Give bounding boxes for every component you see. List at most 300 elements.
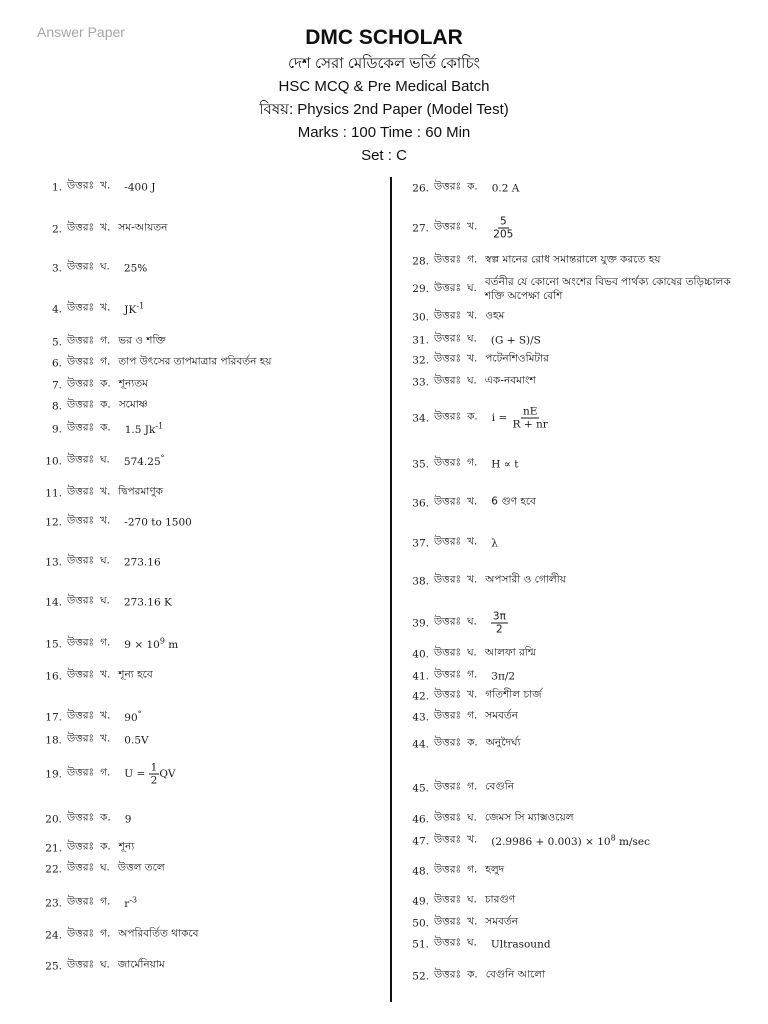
answer-label: উত্তরঃ xyxy=(67,377,95,390)
answer-label: উত্তরঃ xyxy=(434,281,462,294)
answer-row xyxy=(38,636,383,653)
answer-label: উত্তরঃ xyxy=(67,260,95,273)
answer-main: আলফা রশ্মি xyxy=(484,646,536,659)
question-number: 52. xyxy=(412,970,429,982)
answer-row xyxy=(405,332,760,349)
answer-fraction xyxy=(149,762,160,787)
answer-row xyxy=(38,377,383,394)
answer-main: H ∝ t xyxy=(491,458,519,470)
answer-main: শূন্য হবে xyxy=(118,668,153,681)
answer-text xyxy=(124,262,147,274)
answer-text xyxy=(491,537,498,549)
answer-main: উত্তল তলে xyxy=(117,861,165,874)
question-number: 11. xyxy=(45,487,62,499)
answer-main: চারগুণ xyxy=(484,893,516,906)
answer-label: উত্তরঃ xyxy=(67,636,95,649)
answer-option: খ. xyxy=(100,179,111,192)
answer-main: -270 to 1500 xyxy=(124,516,192,528)
answer-text xyxy=(485,352,549,369)
answer-text xyxy=(485,646,536,663)
answer-main: 9 × 10 xyxy=(124,639,160,652)
answer-main: সম-আয়তন xyxy=(118,221,168,234)
answer-main: 273.16 K xyxy=(123,596,172,608)
answer-main: গতিশীল চার্জ xyxy=(485,688,542,701)
answer-main: 574.25 xyxy=(123,456,161,469)
fraction-denominator: R + nr xyxy=(512,418,548,431)
question-number: 47. xyxy=(412,835,429,847)
question-number: 12. xyxy=(45,516,62,528)
answer-main: Ultrasound xyxy=(490,938,551,950)
answer-text xyxy=(125,422,163,437)
question-number: 8. xyxy=(51,400,62,412)
answer-option: খ. xyxy=(467,915,478,928)
answer-option: গ. xyxy=(100,895,111,908)
answer-label: উত্তরঃ xyxy=(67,355,95,368)
question-number: 27. xyxy=(412,222,429,234)
set-label: Set : C xyxy=(361,147,407,164)
answer-row xyxy=(38,260,383,277)
answer-row xyxy=(38,709,383,726)
answer-option: ঘ. xyxy=(467,615,477,628)
answer-row xyxy=(38,811,383,828)
answer-row xyxy=(405,352,760,369)
answer-label: উত্তরঃ xyxy=(67,485,95,498)
answer-label: উত্তরঃ xyxy=(67,811,95,824)
answer-label: উত্তরঃ xyxy=(434,535,462,548)
answer-option: গ. xyxy=(100,355,111,368)
question-number: 48. xyxy=(412,865,429,877)
answer-row xyxy=(405,893,760,910)
answer-label: উত্তরঃ xyxy=(434,180,462,193)
answer-option: ক. xyxy=(467,968,478,981)
answer-fraction xyxy=(491,216,515,241)
institution-title: DMC SCHOLAR xyxy=(305,26,463,49)
answer-option: ক. xyxy=(467,180,478,193)
subject-line: বিষয়: Physics 2nd Paper (Model Test) xyxy=(259,101,509,118)
answer-option: ঘ. xyxy=(467,332,477,345)
answer-option: গ. xyxy=(100,636,111,649)
question-number: 7. xyxy=(51,379,62,391)
answer-option: ক. xyxy=(100,377,111,390)
fraction-denominator: 205 xyxy=(493,228,514,241)
question-number: 16. xyxy=(45,670,62,682)
answer-row xyxy=(405,915,760,932)
answer-label: উত্তরঃ xyxy=(67,179,95,192)
answer-text xyxy=(118,355,271,372)
answer-option: গ. xyxy=(100,766,111,779)
answer-option: খ. xyxy=(467,220,478,233)
answer-label: উত্তরঃ xyxy=(434,709,462,722)
answer-text xyxy=(124,454,165,469)
answer-option: ঘ. xyxy=(467,811,477,824)
answer-option: ঘ. xyxy=(467,936,477,949)
question-number: 17. xyxy=(45,711,62,723)
question-number: 41. xyxy=(412,670,429,682)
answer-main: শূন্য xyxy=(118,840,135,853)
answer-label: উত্তরঃ xyxy=(434,736,462,749)
answer-option: খ. xyxy=(467,833,478,846)
answer-label: উত্তরঃ xyxy=(434,863,462,876)
answer-label: উত্তরঃ xyxy=(67,398,95,411)
question-number: 13. xyxy=(45,556,62,568)
answer-option: খ. xyxy=(100,709,111,722)
answer-label: উত্তরঃ xyxy=(67,958,95,971)
answer-main: সমবর্তন xyxy=(485,709,519,722)
answer-row xyxy=(405,611,760,636)
answer-row xyxy=(38,554,383,571)
answer-option: ক. xyxy=(467,410,478,423)
answer-option: ঘ. xyxy=(100,861,110,874)
answer-text-line: শক্তি অপেক্ষা বেশি xyxy=(484,290,563,302)
question-number: 1. xyxy=(51,181,62,193)
answer-text xyxy=(485,573,566,590)
answer-row xyxy=(405,811,760,828)
answer-text xyxy=(485,309,504,326)
answer-option: খ. xyxy=(467,573,478,586)
answer-text xyxy=(124,556,161,568)
answer-row xyxy=(38,453,383,470)
answer-label: উত্তরঃ xyxy=(67,895,95,908)
question-number: 4. xyxy=(51,303,62,315)
answer-row xyxy=(405,406,760,431)
question-number: 21. xyxy=(45,842,62,854)
answer-option: গ. xyxy=(467,709,478,722)
answer-label: উত্তরঃ xyxy=(67,301,95,314)
answer-row xyxy=(38,594,383,611)
answer-label: উত্তরঃ xyxy=(67,594,95,607)
answer-row xyxy=(405,216,760,241)
answer-superscript: ° xyxy=(160,453,165,463)
answer-row xyxy=(405,968,760,985)
answer-row xyxy=(38,485,383,502)
answer-row xyxy=(405,688,760,705)
question-number: 14. xyxy=(45,596,62,608)
answer-text xyxy=(124,637,178,652)
fraction-numerator: nE xyxy=(522,405,538,418)
answer-main: হলুদ xyxy=(485,863,505,876)
answer-row xyxy=(405,495,760,512)
answer-row xyxy=(38,732,383,749)
fraction-numerator: 5 xyxy=(499,215,507,228)
answer-row xyxy=(405,180,760,197)
answer-row xyxy=(38,840,383,857)
answer-text xyxy=(118,958,165,975)
answer-label: উত্তরঃ xyxy=(434,646,462,659)
answer-option: খ. xyxy=(100,221,111,234)
answer-label: উত্তরঃ xyxy=(434,332,462,345)
question-number: 33. xyxy=(412,376,429,388)
answer-row xyxy=(405,863,760,880)
answer-option: খ. xyxy=(100,301,111,314)
answer-superscript: -1 xyxy=(136,301,145,311)
question-number: 5. xyxy=(51,336,62,348)
question-number: 34. xyxy=(412,412,429,424)
question-number: 24. xyxy=(45,929,62,941)
fraction-numerator: 3π xyxy=(492,610,506,623)
question-number: 2. xyxy=(51,223,62,235)
answer-label: উত্তরঃ xyxy=(67,514,95,527)
answer-option: ক. xyxy=(467,736,478,749)
answer-row xyxy=(405,736,760,753)
answer-option: খ. xyxy=(467,688,478,701)
answer-row xyxy=(38,421,383,438)
answer-superscript: ° xyxy=(137,709,142,719)
answer-text xyxy=(491,938,551,950)
answer-row xyxy=(405,309,760,326)
question-number: 44. xyxy=(412,738,429,750)
answer-label: উত্তরঃ xyxy=(434,915,462,928)
question-number: 37. xyxy=(412,537,429,549)
answer-main: 90 xyxy=(124,712,138,725)
answer-option: গ. xyxy=(467,780,478,793)
answer-text xyxy=(492,406,550,431)
question-number: 40. xyxy=(412,648,429,660)
answer-row xyxy=(38,668,383,685)
answer-text xyxy=(124,734,148,746)
answer-row xyxy=(38,179,383,196)
answer-option: খ. xyxy=(467,352,478,365)
answer-option: ঘ. xyxy=(467,374,477,387)
answer-row xyxy=(38,927,383,944)
paper-header xyxy=(0,24,768,167)
answer-label: উত্তরঃ xyxy=(434,253,462,266)
answer-option: গ. xyxy=(100,927,111,940)
question-number: 6. xyxy=(51,357,62,369)
answer-option: খ. xyxy=(467,535,478,548)
question-number: 10. xyxy=(45,455,62,467)
answer-text xyxy=(485,253,660,270)
answer-text xyxy=(485,374,536,391)
answer-label: উত্তরঃ xyxy=(67,766,95,779)
answer-main: (2.9986 + 0.003) × 10 xyxy=(491,836,611,849)
question-number: 51. xyxy=(412,938,429,950)
answer-text xyxy=(124,516,192,528)
answer-option: ক. xyxy=(100,421,111,434)
marks-time-line: Marks : 100 Time : 60 Min xyxy=(297,124,471,141)
answer-main: 3π/2 xyxy=(491,670,516,682)
answer-main: অপসারী ও গোলীয় xyxy=(485,573,566,586)
question-number: 50. xyxy=(412,917,429,929)
answer-label: উত্তরঃ xyxy=(434,352,462,365)
answer-main: স্বল্প মানের রোধ সমান্তরালে যুক্ত করতে হয় xyxy=(485,253,661,266)
answer-main: শূন্যতম xyxy=(118,377,148,390)
answer-text xyxy=(124,181,155,193)
answer-fraction xyxy=(491,611,508,636)
answer-text xyxy=(491,834,650,849)
answer-label: উত্তরঃ xyxy=(434,780,462,793)
answer-text xyxy=(485,688,541,705)
answer-option: ঘ. xyxy=(100,958,110,971)
answer-main: r xyxy=(124,898,130,911)
fraction-numerator: 1 xyxy=(150,761,158,774)
answer-option: ঘ. xyxy=(100,260,110,273)
answer-main: ওহম xyxy=(485,309,505,322)
answer-superscript: -1 xyxy=(155,421,164,431)
answer-row xyxy=(405,780,760,797)
answer-text xyxy=(491,334,541,346)
answer-text xyxy=(119,840,135,857)
answer-main: -400 J xyxy=(124,181,156,193)
answer-main: বেগুনি xyxy=(485,780,514,793)
answer-text xyxy=(124,896,137,911)
column-divider xyxy=(390,177,392,1002)
answer-option: গ. xyxy=(467,253,478,266)
answer-label: উত্তরঃ xyxy=(434,573,462,586)
question-number: 35. xyxy=(412,458,429,470)
answer-superscript: 9 xyxy=(159,636,165,646)
answer-row xyxy=(405,573,760,590)
answer-row xyxy=(38,861,383,878)
answer-label: উত্তরঃ xyxy=(67,927,95,940)
answer-option: খ. xyxy=(100,514,111,527)
answer-label: উত্তরঃ xyxy=(434,410,462,423)
question-number: 22. xyxy=(45,863,62,875)
answer-text xyxy=(485,275,731,303)
answer-label: উত্তরঃ xyxy=(434,893,462,906)
answer-main: জেমস সি ম্যাক্সওয়েল xyxy=(484,811,574,824)
question-number: 19. xyxy=(45,768,62,780)
answer-option: গ. xyxy=(467,668,478,681)
answer-label: উত্তরঃ xyxy=(434,968,462,981)
answer-option: খ. xyxy=(100,732,111,745)
answer-row xyxy=(405,374,760,391)
answer-text xyxy=(124,596,172,608)
question-number: 31. xyxy=(412,334,429,346)
answer-text xyxy=(486,968,545,985)
answer-main: 273.16 xyxy=(123,556,161,568)
answer-main: এক-নবমাংশ xyxy=(484,374,536,387)
answer-text-line: বর্তনীর যে কোনো অংশের বিভব পার্থক্য কোষের তড়িচ্চালক xyxy=(484,276,731,288)
answer-text xyxy=(485,780,514,797)
answer-main: 1.5 Jk xyxy=(124,424,156,437)
answer-superscript: -3 xyxy=(129,895,138,905)
question-number: 49. xyxy=(412,895,429,907)
question-number: 36. xyxy=(412,497,429,509)
answer-label: উত্তরঃ xyxy=(434,811,462,824)
answer-tail: m/sec xyxy=(615,836,651,849)
answer-label: উত্তরঃ xyxy=(67,334,95,347)
answer-main: U = xyxy=(124,768,149,780)
answer-option: খ. xyxy=(467,309,478,322)
question-number: 42. xyxy=(412,690,429,702)
answer-option: গ. xyxy=(467,863,478,876)
answer-text xyxy=(118,221,167,238)
answer-row xyxy=(405,535,760,552)
answer-main: JK xyxy=(124,304,137,317)
answer-label: উত্তরঃ xyxy=(67,732,95,745)
answer-text xyxy=(491,216,515,241)
answer-row xyxy=(38,958,383,975)
answer-label: উত্তরঃ xyxy=(434,374,462,387)
answer-text xyxy=(118,861,165,878)
answer-main: λ xyxy=(491,537,498,549)
answer-option: ঘ. xyxy=(467,281,477,294)
answer-row xyxy=(405,253,760,270)
answer-main: তাপ উৎসের তাপমাত্রার পরিবর্তন হয় xyxy=(118,355,272,368)
answer-superscript: 8 xyxy=(610,833,616,843)
answer-main: ভর ও শক্তি xyxy=(118,334,166,347)
answer-option: ঘ. xyxy=(467,646,477,659)
watermark-label: Answer Paper xyxy=(37,24,125,40)
answer-text xyxy=(485,893,515,910)
tagline: দেশ সেরা মেডিকেল ভর্তি কোচিং xyxy=(287,55,481,72)
answer-option: ঘ. xyxy=(100,554,110,567)
answer-row xyxy=(38,762,383,787)
answer-option: ক. xyxy=(100,840,111,853)
answer-text xyxy=(491,611,508,636)
answer-text xyxy=(486,736,521,753)
answer-text xyxy=(125,813,132,825)
question-number: 23. xyxy=(45,897,62,909)
answer-row xyxy=(38,221,383,238)
answer-text xyxy=(124,710,141,725)
question-number: 18. xyxy=(45,734,62,746)
question-number: 20. xyxy=(45,813,62,825)
answer-text xyxy=(124,762,175,787)
answer-main: 6 গুণ হবে xyxy=(491,495,536,508)
answer-main: পটেনশিওমিটার xyxy=(485,352,549,365)
answer-tail: m xyxy=(164,639,179,652)
question-number: 32. xyxy=(412,354,429,366)
answer-row xyxy=(38,398,383,415)
answer-text xyxy=(485,863,504,880)
answer-main: 9 xyxy=(124,813,132,825)
question-number: 45. xyxy=(412,782,429,794)
answer-text xyxy=(118,927,198,944)
answer-main: অনুদৈর্ঘ্য xyxy=(485,736,521,749)
answer-option: ঘ. xyxy=(100,594,110,607)
answer-label: উত্তরঃ xyxy=(67,421,95,434)
answer-text xyxy=(492,182,520,194)
answer-label: উত্তরঃ xyxy=(67,861,95,874)
answer-row xyxy=(38,301,383,318)
answer-row xyxy=(405,833,760,850)
answer-text xyxy=(119,398,148,415)
answer-row xyxy=(38,895,383,912)
answer-option: খ. xyxy=(467,495,478,508)
answer-option: খ. xyxy=(100,668,111,681)
answer-text xyxy=(485,811,574,828)
answer-row xyxy=(405,456,760,473)
question-number: 29. xyxy=(412,283,429,295)
answer-text xyxy=(491,458,518,470)
answer-main: (G + S)/S xyxy=(490,334,541,346)
answer-text xyxy=(118,334,165,351)
answer-option: গ. xyxy=(100,334,111,347)
answer-label: উত্তরঃ xyxy=(434,495,462,508)
fraction-denominator: 2 xyxy=(150,774,158,787)
answer-label: উত্তরঃ xyxy=(67,453,95,466)
answer-option: খ. xyxy=(100,485,111,498)
question-number: 46. xyxy=(412,813,429,825)
batch-name: HSC MCQ & Pre Medical Batch xyxy=(278,78,490,95)
question-number: 9. xyxy=(51,423,62,435)
answer-main: অপরিবর্তিত থাকবে xyxy=(118,927,199,940)
question-number: 30. xyxy=(412,311,429,323)
fraction-denominator: 2 xyxy=(496,623,503,636)
answer-text xyxy=(124,302,144,317)
answer-main: দ্বিপরমাণুক xyxy=(118,485,164,498)
answer-row xyxy=(38,355,383,372)
answer-label: উত্তরঃ xyxy=(434,936,462,949)
answer-tail: QV xyxy=(159,768,176,780)
answer-text xyxy=(485,709,518,726)
answer-text xyxy=(491,495,536,512)
answer-option: ঘ. xyxy=(100,453,110,466)
answer-row xyxy=(405,668,760,685)
question-number: 28. xyxy=(412,255,429,267)
answer-label: উত্তরঃ xyxy=(434,688,462,701)
